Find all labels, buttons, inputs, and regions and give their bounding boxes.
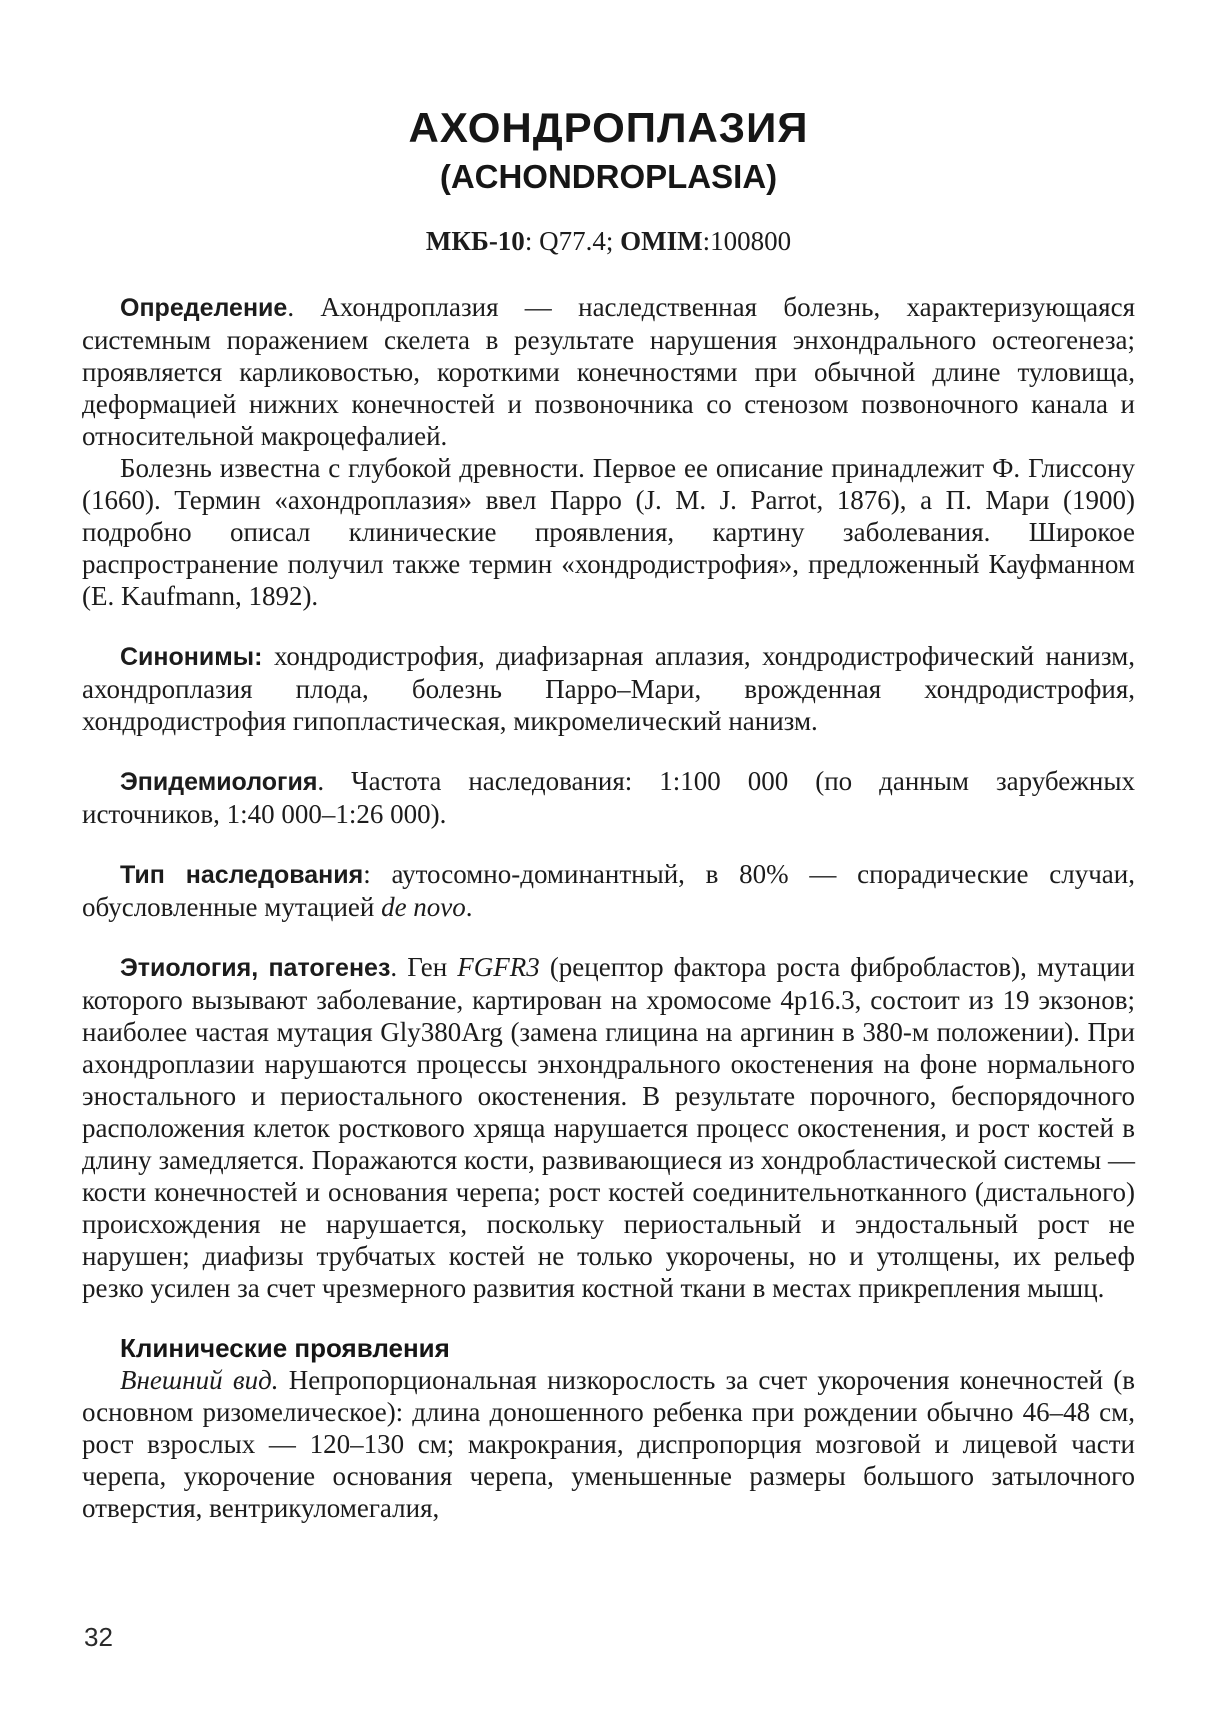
paragraph-epidemiology — [82, 765, 1135, 830]
disease-code-line — [82, 226, 1135, 257]
inheritance-lead: Тип наследования — [120, 861, 364, 890]
paragraph-inheritance — [82, 858, 1135, 923]
clinical-manifestations-heading: Клинические проявления — [120, 1333, 450, 1364]
paragraph-history — [82, 452, 1135, 612]
synonyms-lead: Синонимы: — [120, 643, 263, 672]
paragraph-appearance — [82, 1364, 1135, 1524]
appearance-text: Непропорциональная низкорослость за счет укорочения конечностей (в основном ризомелическое): длина доношенного ребенка при рождении обычно 46–48 см, рост взрослых — 120–130 см; макрокрания, диспропорция мозговой и лицевой части черепа, укорочение основания черепа, уменьшенные размеры большого затылочного отверстия, вентрикуломегалия, — [82, 1365, 1135, 1524]
etiology-text-2: (рецептор фактора роста фибробластов), мутации которого вызывают заболевание, картирован на хромосоме 4p16.3, состоит из 19 экзонов; наиболее частая мутация Gly380Arg (замена глицина на аргинин в 380-м положении). При ахондроплазии нарушаются процессы энхондрального окостенения на фоне нормального эностального и периостального окостенения. В результате порочного, беспорядочного расположения клеток росткового хряща нарушается процесс окостенения, и рост костей в длину замедляется. Поражаются кости, развивающиеся из хондробластической системы — кости конечностей и основания черепа; рост костей соединительнотканного (дистального) происхождения не нарушается, поскольку периостальный и эндостальный рост не нарушен; диафизы трубчатых костей не только укорочены, но и утолщены, их рельеф резко усилен за счет чрезмерного развития костной ткани в местах прикрепления мышц. — [82, 952, 1135, 1304]
appearance-lead: Внешний вид. — [120, 1365, 279, 1396]
etiology-gene-name: FGFR3 — [457, 952, 540, 983]
mkb-code-value: : Q77.4; — [524, 226, 621, 257]
synonyms-text: хондродистрофия, диафизарная аплазия, хондродистрофический нанизм, ахондроплазия плода, болезнь Парро–Мари, врожденная хондродистрофия, хондродистрофия гипопластическая, микромелический нанизм. — [82, 641, 1135, 737]
etiology-lead: Этиология, патогенез — [120, 954, 391, 983]
page-content — [82, 0, 1135, 1524]
mkb-code-label: МКБ-10 — [425, 226, 525, 257]
history-text: Болезнь известна с глубокой древности. Первое ее описание принадлежит Ф. Глиссону (1660). Термин «ахондроплазия» ввел Парро (J. M. J. Parrot, 1876), а П. Мари (1900) подробно описал клинические проявления, картину заболевания. Широкое распространение получил также термин «хондродистрофия», предложенный Кауфманном (E. Kaufmann, 1892). — [82, 453, 1135, 612]
page-subtitle-latin: (ACHONDROPLASIA) — [439, 158, 778, 196]
inheritance-de-novo: de novo — [381, 892, 466, 923]
paragraph-definition — [82, 291, 1135, 452]
paragraph-synonyms — [82, 640, 1135, 737]
inheritance-text-2: . — [465, 892, 473, 923]
etiology-text-1: . Ген — [390, 952, 458, 983]
inheritance-text-1: : аутосомно-доминантный, в 80% — спорадические случаи, обусловленные мутацией — [82, 859, 1135, 923]
page-title: АХОНДРОПЛАЗИЯ — [408, 104, 809, 151]
epidemiology-lead: Эпидемиология — [120, 768, 318, 797]
definition-lead: Определение — [120, 294, 288, 323]
epidemiology-text: . Частота наследования: 1:100 000 (по данным зарубежных источников, 1:40 000–1:26 000). — [82, 766, 1135, 830]
omim-code-value: :100800 — [702, 226, 792, 257]
paragraph-etiology — [82, 951, 1135, 1304]
page-number: 32 — [84, 1622, 113, 1652]
definition-text: . Ахондроплазия — наследственная болезнь, характеризующаяся системным поражением скелета в результате нарушения энхондрального остеогенеза; проявляется карликовостью, короткими конечностями при обычной длине туловища, деформацией нижних конечностей и позвоночника со стенозом позвоночного канала и относительной макроцефалией. — [82, 292, 1135, 452]
omim-code-label: OMIM — [620, 226, 703, 257]
